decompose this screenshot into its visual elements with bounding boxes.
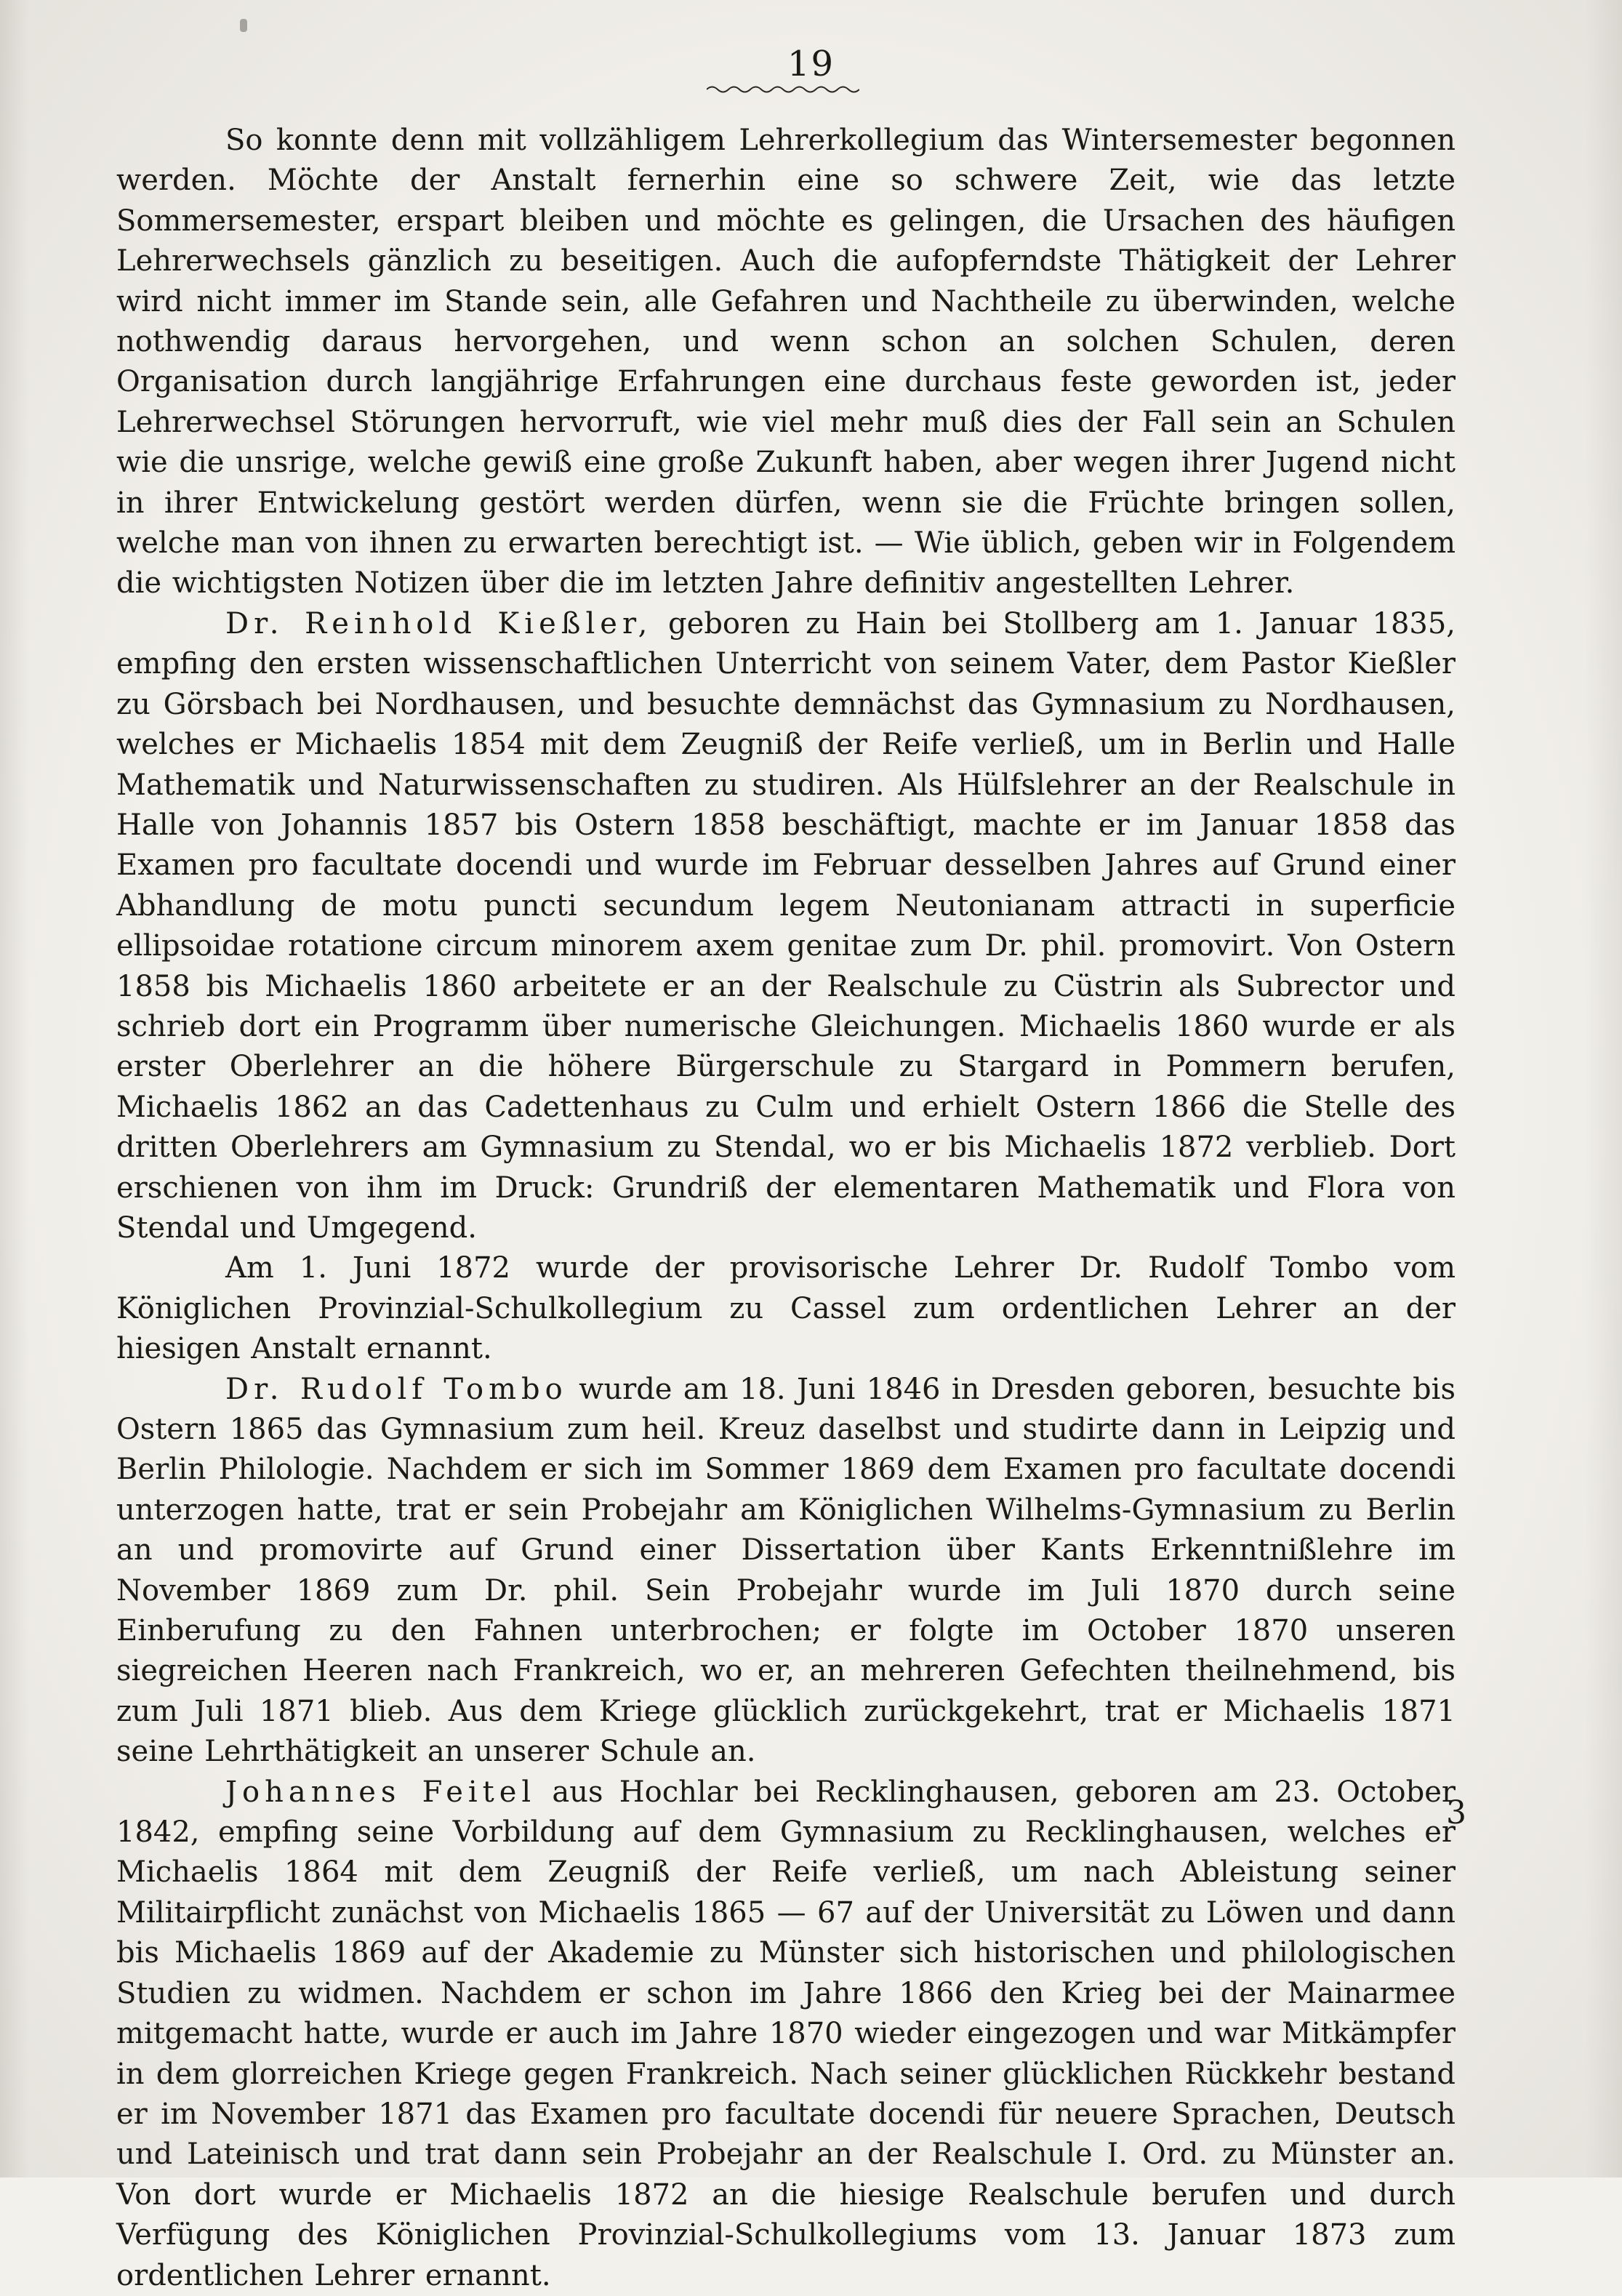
paragraph-appointment <box>116 1248 1456 1369</box>
decorative-wavy-rule <box>707 84 859 95</box>
paragraph-text: wurde am 18. Juni 1846 in Dresden geboren, besuchte bis Ostern 1865 das Gymnasium zum heil. Kreuz daselbst und studirte dann in Leipzig und Berlin Philologie. Nachdem er sich im Sommer 1869 dem Examen pro facultate docendi unterzogen hatte, trat er sein Probejahr am Königlichen Wilhelms-Gymnasium zu Berlin an und promovirte auf Grund einer Dissertation über Kants Erkenntnißlehre im November 1869 zum Dr. phil. Sein Probejahr wurde im Juli 1870 durch seine Einberufung zu den Fahnen unterbrochen; er folgte im October 1870 unseren siegreichen Heeren nach Frankreich, wo er, an mehreren Gefechten theilnehmend, bis zum Juli 1871 blieb. Aus dem Kriege glücklich zurückgekehrt, trat er Michaelis 1871 seine Lehrthätigkeit an unserer Schule an. <box>116 1372 1456 1769</box>
body-text <box>116 121 1456 2296</box>
paragraph-tombo <box>116 1370 1456 1773</box>
person-name: Dr. Rudolf Tombo <box>225 1372 568 1406</box>
page-number: 19 <box>787 44 835 84</box>
paragraph-kiessler <box>116 604 1456 1249</box>
ink-speck <box>240 19 247 32</box>
paragraph-intro <box>116 121 1456 604</box>
paragraph-text: geboren zu Hain bei Stollberg am 1. Januar 1835, empfing den ersten wissenschaftlichen Unterricht von seinem Vater, dem Pastor Kießler zu Görsbach bei Nordhausen, und besuchte demnächst das Gymnasium zu Nordhausen, welches er Michaelis 1854 mit dem Zeugniß der Reife verließ, um in Berlin und Halle Mathematik und Naturwissenschaften zu studiren. Als Hülfslehrer an der Realschule in Halle von Johannis 1857 bis Ostern 1858 beschäftigt, machte er im Januar 1858 das Examen pro facultate docendi und wurde im Februar desselben Jahres auf Grund einer Abhandlung de motu puncti secundum legem Neutonianam attracti in superficie ellipsoidae rotatione circum minorem axem genitae zum Dr. phil. promovirt. Von Ostern 1858 bis Michaelis 1860 arbeitete er an der Realschule zu Cüstrin als Subrector und schrieb dort ein Programm über numerische Gleichungen. Michaelis 1860 wurde er als erster Oberlehrer an die höhere Bürgerschule zu Stargard in Pommern berufen, Michaelis 1862 an das Cadettenhaus zu Culm und erhielt Ostern 1866 die Stelle des dritten Oberlehrers am Gymnasium zu Stendal, wo er bis Michaelis 1872 verblieb. Dort erschienen von ihm im Druck: Grundriß der elementaren Mathematik und Flora von Stendal und Umgegend. <box>116 606 1456 1245</box>
paragraph-text: Am 1. Juni 1872 wurde der provisorische Lehrer Dr. Rudolf Tombo vom Königlichen Provinzial-Schulkollegium zu Cassel zum ordentlichen Lehrer an der hiesigen Anstalt ernannt. <box>116 1251 1456 1366</box>
paragraph-text: aus Hochlar bei Recklinghausen, geboren am 23. October 1842, empfing seine Vorbildung auf dem Gymnasium zu Recklinghausen, welches er Michaelis 1864 mit dem Zeugniß der Reife verließ, um nach Ableistung seiner Militairpflicht zunächst von Michaelis 1865 — 67 auf der Universität zu Löwen und dann bis Michaelis 1869 auf der Akademie zu Münster sich historischen und philologischen Studien zu widmen. Nachdem er schon im Jahre 1866 den Krieg bei der Mainarmee mitgemacht hatte, wurde er auch im Jahre 1870 wieder eingezogen und war Mitkämpfer in dem glorreichen Kriege gegen Frankreich. Nach seiner glücklichen Rückkehr bestand er im November 1871 das Examen pro facultate docendi für neuere Sprachen, Deutsch und Lateinisch und trat dann sein Probejahr an der Realschule I. Ord. zu Münster an. Von dort wurde er Michaelis 1872 an die hiesige Realschule berufen und durch Verfügung des Königlichen Provinzial-Schulkollegiums vom 13. Januar 1873 zum ordentlichen Lehrer ernannt. <box>116 1775 1456 2292</box>
person-name: Dr. Reinhold Kießler, <box>225 606 653 641</box>
signature-mark: 3 <box>1446 1794 1466 1831</box>
paragraph-feitel <box>116 1773 1456 2296</box>
person-name: Johannes Feitel <box>225 1775 537 1809</box>
paragraph-text: So konnte denn mit vollzähligem Lehrerkollegium das Wintersemester begonnen werden. Möchte der Anstalt fernerhin eine so schwere Zeit, wie das letzte Sommersemester, erspart bleiben und möchte es gelingen, die Ursachen des häufigen Lehrerwechsels gänzlich zu beseitigen. Auch die aufopferndste Thätigkeit der Lehrer wird nicht immer im Stande sein, alle Gefahren und Nachtheile zu überwinden, welche nothwendig daraus hervorgehen, und wenn schon an solchen Schulen, deren Organisation durch langjährige Erfahrungen eine durchaus feste geworden ist, jeder Lehrerwechsel Störungen hervorruft, wie viel mehr muß dies der Fall sein an Schulen wie die unsrige, welche gewiß eine große Zukunft haben, aber wegen ihrer Jugend nicht in ihrer Entwickelung gestört werden dürfen, wenn sie die Früchte bringen sollen, welche man von ihnen zu erwarten berechtigt ist. — Wie üblich, geben wir in Folgendem die wichtigsten Notizen über die im letzten Jahre definitiv angestellten Lehrer. <box>116 124 1456 601</box>
